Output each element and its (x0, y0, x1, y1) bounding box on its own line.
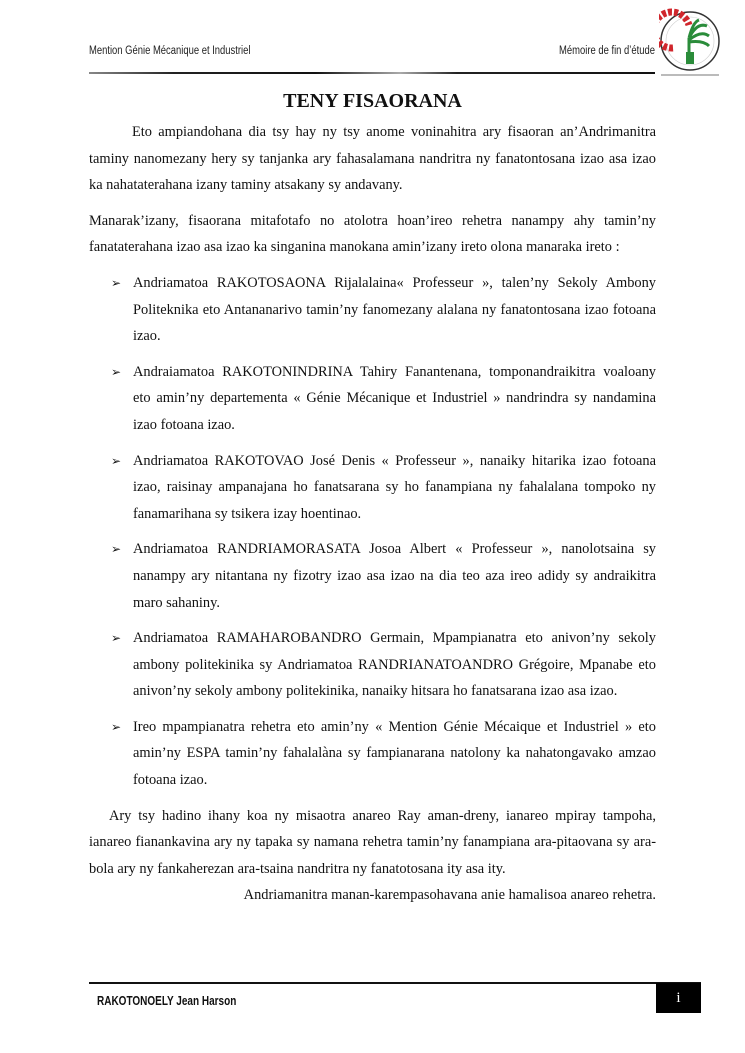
list-item: ➢ Andriamatoa RAMAHAROBANDRO Germain, Mpampianatra eto anivon’ny sekoly ambony politekinika sy Andriamatoa RANDRIANATOANDRO Grégoire, Mpanabe eto anivon’ny sekoly ambony politekinika, nanaiky hitsara ho fanatsarana izao asa izao. (89, 625, 656, 705)
paragraph-intro: Eto ampiandohana dia tsy hay ny tsy anome voninahitra ary fisaoran an’Andrimanitra taminy nanomezany hery sy tanjanka ary fahasalamana nandritra ny fanatontosana izao asa izao ka nahataterahana izany taminy atsakany sy andavany. (89, 124, 656, 194)
thanks-list (89, 270, 656, 794)
arrow-bullet-icon: ➢ (111, 453, 122, 468)
page-number: i (656, 983, 701, 1013)
arrow-bullet-icon: ➢ (111, 719, 122, 734)
list-item: ➢ Andriamatoa RAKOTOSAONA Rijalalaina« Professeur », talen’ny Sekoly Ambony Politeknika eto Antananarivo tamin’ny fanomezany alalana ny fanatontosana izao fotoana izao. (89, 270, 656, 350)
header-divider (89, 72, 655, 74)
list-item: ➢ Ireo mpampianatra rehetra eto amin’ny « Mention Génie Mécaique et Industriel » eto amin’ny ESPA tamin’ny fahalalàna sy fampianarana natolony ka nahatongavako amzao fotoana izao. (89, 714, 656, 794)
footer-divider (89, 982, 701, 984)
page-title: TENY FISAORANA (283, 90, 462, 112)
arrow-bullet-icon: ➢ (111, 631, 122, 646)
list-item: ➢ Andriamatoa RANDRIAMORASATA Josoa Albert « Professeur », nanolotsaina sy nanampy ary nitantana ny fizotry izao asa izao na dia teo aza ireo adidy sy andraikitra maro sahaniny. (89, 536, 656, 616)
arrow-bullet-icon: ➢ (111, 275, 122, 290)
paragraph-thanks: Manarak’izany, fisaorana mitafotafo no atolotra hoan’ireo rehetra nanampy ahy tamin’ny fanataterahana izao asa izao ka singanina manokana amin’izany ireto olona manaraka ireto : (89, 212, 656, 256)
header-right: Mémoire de fin d’étude (559, 45, 655, 57)
list-item: ➢ Andriamatoa RAKOTOVAO José Denis « Professeur », nanaiky hitarika izao fotoana izao, raisinay ampanajana ho fanatsarana sy ho fanampiana ny fahalalana tompoko ny fanamarihana sy tsikera izay hoentinao. (89, 448, 656, 528)
arrow-bullet-icon: ➢ (111, 542, 122, 557)
footer-author: RAKOTONOELY Jean Harson (97, 994, 237, 1008)
header-left: Mention Génie Mécanique et Industriel (89, 45, 251, 57)
closing-line: Andriamanitra manan-karempasohavana anie hamalisoa anareo rehetra. (243, 887, 656, 904)
list-item: ➢ Andraiamatoa RAKOTONINDRINA Tahiry Fanantenana, tomponandraikitra voaloany eto amin’ny departementa « Génie Mécanique et Industriel » nandrindra sy nandamina izao fotoana izao. (89, 359, 656, 439)
school-logo (659, 8, 721, 82)
arrow-bullet-icon: ➢ (111, 364, 122, 379)
paragraph-closing: Ary tsy hadino ihany koa ny misaotra anareo Ray aman-dreny, ianareo mpiray tampoha, ianareo fianankavina ary ny tapaka sy namana rehetra tamin’ny fanampiana ara-pitaovana sy ara-bola ary ny fankaherezan ara-tsaina nandritra ny fanatotosana ity asa ity. (89, 807, 656, 877)
document-body (89, 119, 656, 909)
